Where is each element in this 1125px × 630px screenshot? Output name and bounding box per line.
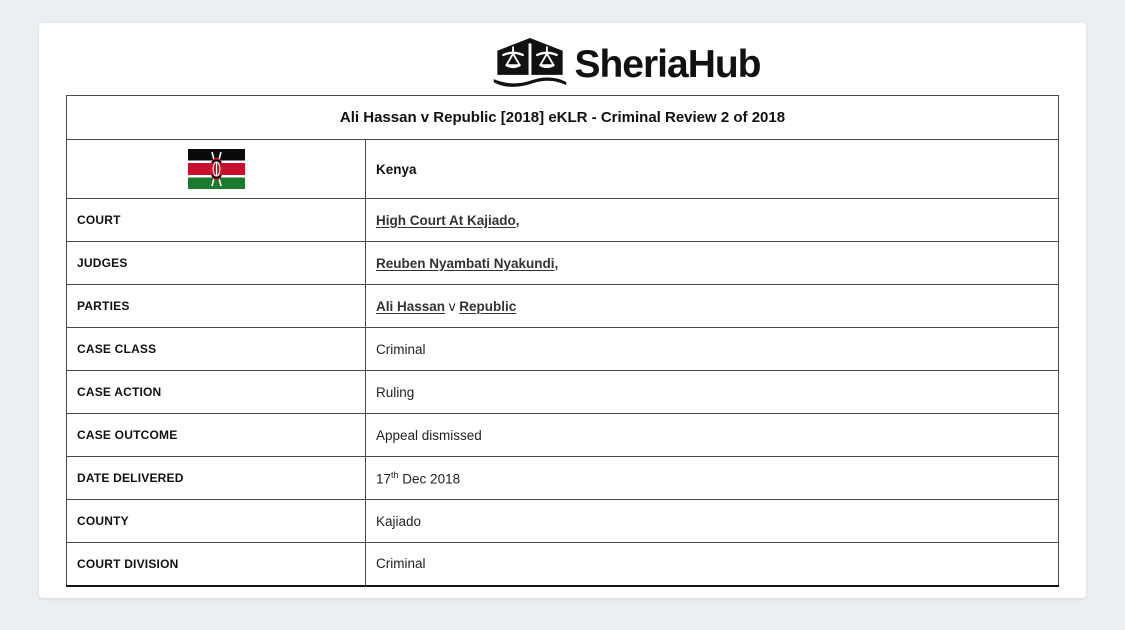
case-title: Ali Hassan v Republic [2018] eKLR - Criminal Review 2 of 2018 (67, 96, 1059, 140)
ordinal-suffix: th (391, 469, 399, 480)
row-label-case-action: CASE ACTION (67, 371, 366, 414)
row-value-case-outcome (366, 414, 1059, 457)
value-text: Kajiado (376, 513, 422, 529)
row-value-parties (366, 285, 1059, 328)
table-row-court-division (67, 543, 1059, 586)
value-text: Criminal (376, 556, 426, 572)
row-label-case-class: CASE CLASS (67, 328, 366, 371)
table-row-court (67, 199, 1059, 242)
row-value-court (366, 199, 1059, 242)
table-row-case-action (67, 371, 1059, 414)
row-value-case-action (366, 371, 1059, 414)
row-label-judges: JUDGES (67, 242, 366, 285)
header (39, 38, 1086, 90)
row-value-judges (366, 242, 1059, 285)
link-ali-hassan[interactable]: Ali Hassan (376, 298, 446, 314)
table-row-parties (67, 285, 1059, 328)
country-name: Kenya (366, 140, 1059, 199)
case-details-table (66, 95, 1059, 587)
table-row-case-outcome (67, 414, 1059, 457)
table-row-judges (67, 242, 1059, 285)
table-row-case-class (67, 328, 1059, 371)
value-text: , (515, 212, 520, 228)
link-high-court-at-kajiado[interactable]: High Court At Kajiado (376, 212, 516, 228)
flag-cell (67, 140, 366, 199)
case-table-body (67, 96, 1059, 586)
row-label-court-division: COURT DIVISION (67, 543, 366, 586)
table-row-title (67, 96, 1059, 140)
value-text: v (445, 298, 460, 314)
kenya-flag-icon (188, 149, 245, 189)
value-text: Dec 2018 (398, 471, 461, 487)
value-text: Appeal dismissed (376, 427, 482, 443)
row-value-date-delivered (366, 457, 1059, 500)
row-label-case-outcome: CASE OUTCOME (67, 414, 366, 457)
table-row-date-delivered (67, 457, 1059, 500)
row-value-court-division (366, 543, 1059, 586)
table-row-county (67, 500, 1059, 543)
table-row-country (67, 140, 1059, 199)
sheriahub-logo[interactable] (490, 38, 760, 90)
row-label-parties: PARTIES (67, 285, 366, 328)
value-text: 17 (376, 471, 392, 487)
brand-name: SheriaHub (574, 42, 761, 86)
scales-of-justice-book-icon (490, 38, 570, 90)
value-text: Criminal (376, 341, 426, 357)
row-label-court: COURT (67, 199, 366, 242)
row-value-case-class (366, 328, 1059, 371)
row-value-county (366, 500, 1059, 543)
value-text: Ruling (376, 384, 415, 400)
link-reuben-nyambati-nyakundi[interactable]: Reuben Nyambati Nyakundi (376, 255, 555, 271)
link-republic[interactable]: Republic (459, 298, 517, 314)
value-text: , (554, 255, 559, 271)
row-label-date-delivered: DATE DELIVERED (67, 457, 366, 500)
row-label-county: COUNTY (67, 500, 366, 543)
case-card (39, 23, 1086, 598)
